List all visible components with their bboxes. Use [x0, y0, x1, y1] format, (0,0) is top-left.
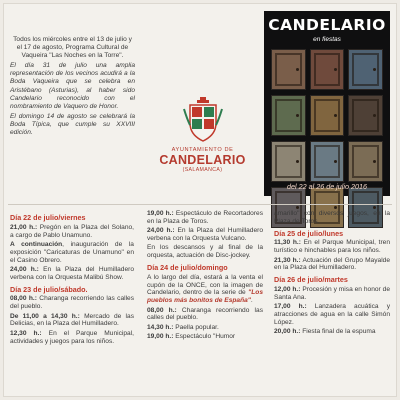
- event-text: Paella popular.: [173, 323, 219, 331]
- event-text: En la Plaza del Humilladero verbena con la Orquesta Vulcano.: [147, 227, 263, 242]
- event-item: [10, 266, 134, 282]
- door-knob-icon: [373, 206, 376, 209]
- event-item: [147, 333, 263, 341]
- event-text: Fiesta final de la espuma: [300, 328, 376, 336]
- event-time: 19,00 h.:: [147, 210, 174, 217]
- event-time: 08,00 h.:: [147, 306, 177, 314]
- event-text: Lanzadera acuática y atracciones de agua en la calle Simón López.: [274, 303, 391, 326]
- event-item: [147, 210, 263, 226]
- poster-subtitle: en fiestas: [313, 36, 341, 43]
- event-text: Pregón en la Plaza del Solano, a cargo de Pablo Unamuno.: [10, 223, 134, 239]
- event-text: Espectáculo de Recortadores en la Plaza de Toros.: [147, 210, 264, 225]
- doors-photo-grid: [271, 49, 383, 228]
- event-item: [10, 224, 134, 240]
- door-knob-icon: [296, 114, 299, 117]
- door-photo: [348, 49, 383, 90]
- event-time: 24,00 h.:: [147, 227, 175, 235]
- event-item: [10, 295, 134, 311]
- fiestas-poster: [264, 11, 390, 196]
- event-item: [147, 307, 263, 323]
- event-text: Charanga recorriendo las calles del pueblo.: [10, 295, 135, 311]
- town-hall-logo: [155, 95, 250, 174]
- event-text: Espectáculo "Humor: [173, 333, 236, 341]
- event-item: [10, 241, 134, 264]
- section-divider: [8, 204, 392, 205]
- door-knob-icon: [373, 114, 376, 117]
- door-knob-icon: [373, 68, 376, 71]
- event-time: 17,00 h.:: [274, 303, 307, 311]
- event-item: [274, 303, 390, 326]
- event-text: Actuación del Grupo Mayalde en la Plaza del Humilladero.: [274, 256, 390, 272]
- event-time: 08,00 h.:: [10, 295, 37, 303]
- door-photo: [271, 49, 306, 90]
- event-text: Mercado de las Delicias, en la Plaza del Humilladero.: [10, 312, 134, 328]
- event-text: En la Plaza del Humilladero verbena con la Orquesta Malibú Show.: [10, 265, 134, 281]
- intro-paragraph-3: El domingo 14 de agosto se celebrará la Boda Típica, que cumple su XXVIII edición.: [10, 112, 135, 137]
- event-text: Charanga recorriendo las calles del pueblo.: [147, 306, 263, 322]
- event-time: 21,30 h.:: [274, 256, 301, 264]
- door-photo: [271, 141, 306, 182]
- event-item: [147, 274, 263, 305]
- event-text: Procesión y misa en honor de Santa Ana.: [274, 285, 390, 301]
- event-time: 12,00 h.:: [274, 285, 301, 293]
- poster-title: CANDELARIO: [268, 16, 386, 34]
- poster-dates: del 22 al 26 de julio 2016: [287, 182, 367, 191]
- intro-text: [10, 36, 135, 139]
- event-time: De 11,00 a 14,30 h.:: [10, 312, 80, 320]
- event-text: , inauguración de la exposición "Caricaturas de Unamuno" en el Casino Obrero.: [10, 240, 134, 264]
- event-highlight: "Los pueblos más bonitos de España": [147, 289, 263, 305]
- event-time: 20,00 h.:: [274, 328, 301, 336]
- event-item: En los descansos y al final de la orquesta, actuación de Disc-jockey.: [147, 244, 263, 260]
- event-item: [274, 286, 390, 302]
- logo-town-name: CANDELARIO: [159, 153, 246, 167]
- event-item: amarillo" con diversos juegos, en la Plaza de Toros.: [274, 210, 390, 225]
- event-item: [10, 313, 134, 329]
- event-time: 24,00 h.:: [10, 265, 39, 273]
- logo-line-1: AYUNTAMIENTO DE: [171, 147, 234, 153]
- event-text: .: [250, 297, 253, 305]
- event-item: [147, 324, 263, 332]
- door-knob-icon: [296, 160, 299, 163]
- intro-paragraph-1: Todos los miércoles entre el 13 de julio y el 17 de agosto, Programa Cultural de Vaqueira "Las Noches en la Torre".: [13, 36, 132, 60]
- event-text: A lo largo del día, estará a la venta el cupón de la ONCE, con la imagen de Candelario, dentro de la serie de: [147, 273, 263, 297]
- door-photo: [310, 95, 345, 136]
- day-heading: Día 25 de julio/lunes: [274, 228, 344, 238]
- event-item: [274, 239, 390, 255]
- programme-column-1: [10, 210, 134, 347]
- door-knob-icon: [373, 160, 376, 163]
- event-time: 21,00 h.:: [10, 223, 38, 231]
- day-heading: Día 24 de julio/domingo: [147, 262, 228, 272]
- day-heading: Día 22 de julio/viernes: [10, 213, 86, 222]
- day-heading: Día 23 de julio/sábado.: [10, 284, 88, 294]
- day-heading: Día 26 de julio/martes: [274, 275, 348, 285]
- event-item: [10, 330, 134, 346]
- door-photo: [310, 49, 345, 90]
- programme-column-2: [147, 210, 263, 343]
- event-item: [274, 328, 390, 336]
- logo-province: (SALAMANCA): [182, 167, 223, 173]
- event-time: 12,30 h.:: [10, 329, 42, 337]
- door-photo: [310, 141, 345, 182]
- coat-of-arms-icon: [181, 95, 225, 143]
- event-time: A continuación: [10, 240, 63, 248]
- event-item: [274, 257, 390, 273]
- door-knob-icon: [296, 206, 299, 209]
- programme-column-3: [274, 210, 390, 338]
- door-photo: [271, 95, 306, 136]
- door-photo: [348, 95, 383, 136]
- door-knob-icon: [296, 68, 299, 71]
- intro-paragraph-2: El día 31 de julio una amplia representación de los vecinos acudirá a la Boda Vaqueira que se celebra en Aristébano (Asturias), al haber sido Candelario reconocido con el nombramiento de Vaquero de Honor.: [10, 62, 135, 110]
- door-photo: [348, 141, 383, 182]
- event-time: 11,30 h.:: [274, 239, 301, 247]
- event-time: 14,30 h.:: [147, 323, 174, 331]
- event-text: En el Parque Municipal, actividades y juegos para los niños.: [10, 329, 134, 345]
- event-time: 19,00 h.:: [147, 333, 174, 341]
- event-text: En el Parque Municipal, tren turístico e hinchables para los niños.: [274, 239, 391, 255]
- event-item: [147, 227, 263, 243]
